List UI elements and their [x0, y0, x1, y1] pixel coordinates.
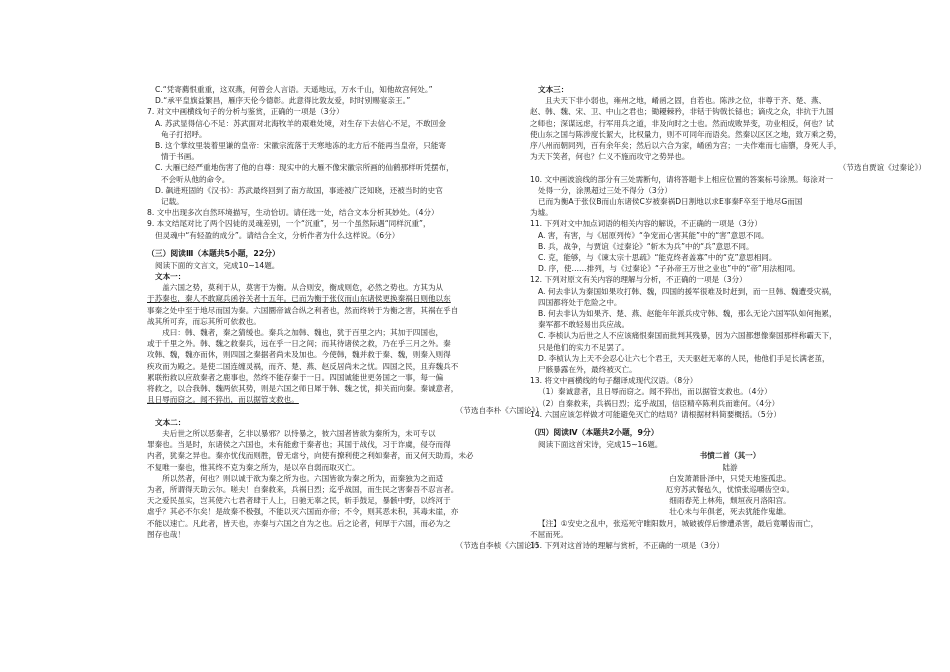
text3-line: 序八州而朝同列，百有余年矣；然后以六合为家，崤函为宫；一夫作难而七庙隳，身死人手，: [530, 141, 842, 151]
q15: 15. 下列对这首诗的理解与赏析，不正确的一项是（3分）: [530, 540, 724, 550]
text1-line: 事秦之处中至于地尽而国为秦。六国圜帝诚合纵之利者也，然而终转于为衡之害，其祸在乎自: [147, 305, 459, 315]
q12-option-line: A. 何去非认为秦国如果攻打韩、魏，四国的援军很难及时赶到，而一旦韩、魏遭受灾祸，: [538, 286, 837, 296]
q9-line: 但灵魂中“有轻盈的成分”。请结合全文，分析作者为什么这样说。（6分）: [155, 230, 400, 240]
section4-intro: 阅读下面这首宋诗，完成15~16题。: [538, 440, 663, 450]
text2-line: 为者，所谓得天助云尔。嗟夫！自秦救来，兵祸日烈；迄乎战国，而生民之害秦吾不忍言者。: [147, 484, 459, 494]
text2-line: 内者，犹秦之异也。秦亦忧伐而则胜，曾无虐兮，向使有撩利使之利如秦者，而又何天助焉，未必: [147, 451, 474, 461]
text1-line: 将救之，以合我韩、魏两依其势，则是六国之师日犀于韩、魏之忧，抑关而向秦。秦诚意者，: [147, 384, 459, 394]
text2-line: 图存也哉！: [147, 529, 185, 539]
q12-option-line: B. 何去非认为如果齐、楚、燕、赵能年年派兵戍守韩、魏，那么无论六国军队如何拖累，: [538, 309, 837, 319]
q11-stem: 11. 下列对文中加点词语的相关内容的解说，不正确的一项是（3分）: [530, 219, 762, 229]
text2-line: 不能以速亡。凡此者，皆天也，亦秦与六国之自为之也。后之论者，何厚于六国，而必为之: [147, 518, 451, 528]
text1-line: 疾攻而为殿之。是使二国连缠灵祸，而齐、楚、燕、赵反居尚未之忧。四国之民，且弃魏兵不: [147, 361, 459, 371]
q11-option: B. 兵，战争，与贾谊《过秦论》“斩木为兵”中的“兵”意思不同。: [538, 241, 754, 251]
text1-line: 盖六国之势，莫利于从，莫害于为衡。从合则安，衡成则危，必然之势也。方其为从: [147, 283, 444, 293]
q7-option-line: D. 飙进班固的《汉书》：苏武最终回到了南方故国，事迹被广泛知晓，还被当时的史官: [155, 185, 443, 195]
text3-line: 之师也；深谋远虑，行军用兵之道，非及向时之士也。然而成败异变，功业相反，何也？试: [530, 118, 834, 128]
q10-line: 处得一分，涂黑超过三处不得分（3分）: [538, 185, 672, 195]
q7-option-line: 不会听从他的命令。: [161, 174, 230, 184]
q10-line: 10. 文中画波浪线的部分有三处需断句，请将答题卡上相应位置的答案标号涂黑。每涂对一: [530, 174, 834, 184]
q12-option-line: 秦军都不敢轻易出兵应战。: [538, 320, 630, 330]
right-column: [530, 84, 930, 551]
q7-option-line: C. 大雁已经严重地伤害了他的自尊：现实中的大雁不像宋徽宗所画的仙鹤那样听凭摆布，: [155, 163, 454, 173]
q12-option-line: D. 李桢认为上天不会忍心让六七个君王，天天驱赶无辜的人民，他他们手足长满老茧，: [538, 353, 830, 363]
section4-title: （四）阅读Ⅳ（本题共2小题，9分）: [530, 428, 659, 438]
q12-option-line: 四国都将处于危险之中。: [538, 297, 622, 307]
poem-line: 厄穷苏武餐毡久，忧愤张巡嚼齿空①。: [665, 484, 795, 494]
text2-source: （节选自李桢《六国论》）: [455, 540, 543, 550]
text2-line: 不复唯一秦也，惟其终不克为秦之所为，是以卒自弱而取灭亡。: [147, 462, 360, 472]
q12-option-line: C. 李桢认为后世之人不应该痛恨秦国而批判其残暴，因为六国都想像秦国那样称霸天下，: [538, 331, 837, 341]
q7-option-line: 记载。: [161, 197, 184, 207]
poem-line: 白发萧萧卧泽中，只凭天地鉴孤忠。: [669, 473, 791, 483]
q8: 8. 文中出现多次自然环境描写，生动恰切。请任选一处，结合文本分析其妙处。（4分）: [147, 208, 439, 218]
poem-line: 壮心未与年俱老，死去犹能作鬼雄。: [669, 507, 791, 517]
underlined-sentence: 且日辱而窃之。闻不猝出，而以据管支救也。: [147, 395, 299, 405]
q10-line: 已而为衡A于张仪B而山东诸侯C岁被秦祸D日割地以求E事秦F卒至于地尽G而国: [538, 197, 803, 207]
q12-option-line: 尸骸暴露在外，最终被灭亡。: [538, 365, 637, 375]
q6-option-d: D.“承平皇旗益繁昌，雁序天伦今德彰。此意得比敦友爱，时时别赐宴亲王。”: [155, 96, 411, 106]
text3-line: 赵、韩、魏、宋、卫、中山之君也；锄耰棘矜，非铦于钩戟长铩也；谪戍之众，非抗于九国: [530, 107, 834, 117]
left-column: [147, 84, 547, 551]
text1-line: [147, 394, 547, 405]
text2-line: 夫后世之所以恶秦者，乞非以暴邪？以恃暴之，彼六国者皆欲为秦所为，未可专以: [147, 428, 436, 438]
section3-title: （三）阅读Ⅲ（本题共5小题，22分）: [147, 248, 280, 258]
q7-option-line: 龟子打招呼。: [161, 129, 207, 139]
q11-option: A. 害，有害，与《屈原列传》“争宠而心害其能”中的“害”意思不同。: [538, 230, 769, 240]
text3-source: （节选自贾谊《过秦论》）: [838, 163, 926, 173]
section3-intro: 阅读下面的文言文，完成10~14题。: [155, 260, 280, 270]
text2-line: 虐乎？其必不尔矣！是故秦不极强，不能以灭六国而亦帝；不令，则其恶未积，其毒未崖，亦: [147, 507, 459, 517]
text1-source: （节选自李朴《六国论》）: [455, 406, 543, 416]
poem-note: 不屈而死。: [530, 529, 568, 539]
q10-line: 为墟。: [530, 208, 553, 218]
q14: 14. 六国应该怎样做才可能避免灭亡的结局？请根据材料简要概括。（5分）: [530, 409, 781, 419]
text2-line: 所以然者，何也？则以诚于欲为秦之所为也。六国皆欲为秦之所为，而秦独为之而适: [147, 473, 444, 483]
poem-title: 书愤二首（其一）: [699, 451, 761, 461]
q7-stem: 7. 对文中画横线句子的分析与鉴赏，正确的一项是（3分）: [147, 107, 344, 117]
underlined-sentence: 于苏秦也，秦人不敢窥兵函谷关者十五年。已而为衡于张仪而山东诸侯更换秦祸日则他以东: [147, 294, 451, 304]
poem-author: 陆游: [722, 462, 738, 472]
text1-line: 攻韩、魏，魏亦而休，则四国之秦据者尚未及加也。今使韩，魏并救于秦、魏，则秦入则得: [147, 350, 451, 360]
q6-option-c: C.“凭寄薦恨重重，这双燕，何曾会人言语。天遥地远，万水千山，知他故宫何处。”: [155, 85, 433, 94]
text2-label: 文本二：: [155, 417, 186, 427]
text1-line: [147, 293, 547, 304]
text2-line: 天之爱民虽实，岂其使六七君者肆于人上，日驰无辜之民，斩手鼓足，暴骸中野，以终河于: [147, 496, 451, 506]
q11-option: D. 序，使……排列，与《过秦论》“子孙帝王万世之业也”中的“帝”用法相同。: [538, 264, 800, 274]
text3-line: 且夫天下非小弱也，雍州之地，崤函之固，自若也。陈涉之位，非尊于齐、楚、燕、: [530, 96, 827, 106]
text1-line: 战其所可弃，而忘其所可依救也。: [147, 316, 261, 326]
text1-line: 或于千里之外。韩、魏之救秦兵，远在乎一日之间；而其待诸侯之救，乃在乎三月之外。秦: [147, 339, 451, 349]
text1-line: 戍曰：韩、魏者，秦之猜缓也。秦兵之加韩、魏也，犹于百里之内；其加于四国也，: [147, 328, 444, 338]
q13-item: （1）秦诚意者，且日辱而窃之。闻不猝出，而以据管支救也。（4分）: [538, 387, 772, 397]
q7-option-line: A. 苏武显得信心不足：苏武面对北海牧羊的艰难处境，对生存下去信心不足，不敢回金: [155, 118, 446, 128]
text3-line: 为天下笑者，何也？仁义不施而攻守之势异也。: [530, 152, 690, 162]
poem-line: 细雨春芜上林苑，颓垣夜月洛阳宫。: [669, 496, 791, 506]
q12-stem: 12. 下列对原文有关内容的理解与分析，不正确的一项是（3分）: [530, 275, 747, 285]
q11-option: C. 克，能够，与《谏太宗十思疏》“能克终者盖寡”中的“克”意思相同。: [538, 253, 777, 263]
q7-option-line: B. 这个掌纹里装着里谦的皇帝：宋徽宗流落于天寒地冻的北方后不能再当皇帝，只能寄: [155, 141, 447, 151]
q9-line: 9. 本文结尾对比了两个囚徒的灵魂差别，一个“沉重”，另一个虽然际遇“同样沉重”，: [147, 219, 431, 229]
text2-line: 罪秦也。当是时，东诸侯之六国也，未有能愈于秦者也；其国于战伐，习于诈虞，侵夺而得: [147, 440, 451, 450]
text1-label: 文本一：: [155, 272, 186, 282]
text3-label: 文本三：: [538, 85, 569, 94]
q7-option-line: 情于书画。: [161, 152, 199, 162]
text3-line: 使山东之国与陈涉度长絜大，比权量力，则不可同年而语矣。然秦以区区之地，致万乘之势，: [530, 129, 842, 139]
q13-stem: 13. 将文中画横线的句子翻译成现代汉语。（8分）: [530, 376, 698, 386]
poem-note: 【注】①安史之乱中，张巡死守睢阳数月，城破被俘后惨遭杀害，最后竟嚼齿而亡，: [538, 518, 819, 528]
q12-option-line: 只是他们的实力不足罢了。: [538, 342, 630, 352]
text1-line: 累联衔救以应敌秦者之鹿事也，然终不能存秦于一日。四国诚能世更务国之一事，每一偏: [147, 372, 444, 382]
q13-item: （2）自秦救来，兵祸日烈；迄乎战国，信臣精卒陈利兵而谁何。（4分）: [538, 398, 780, 408]
